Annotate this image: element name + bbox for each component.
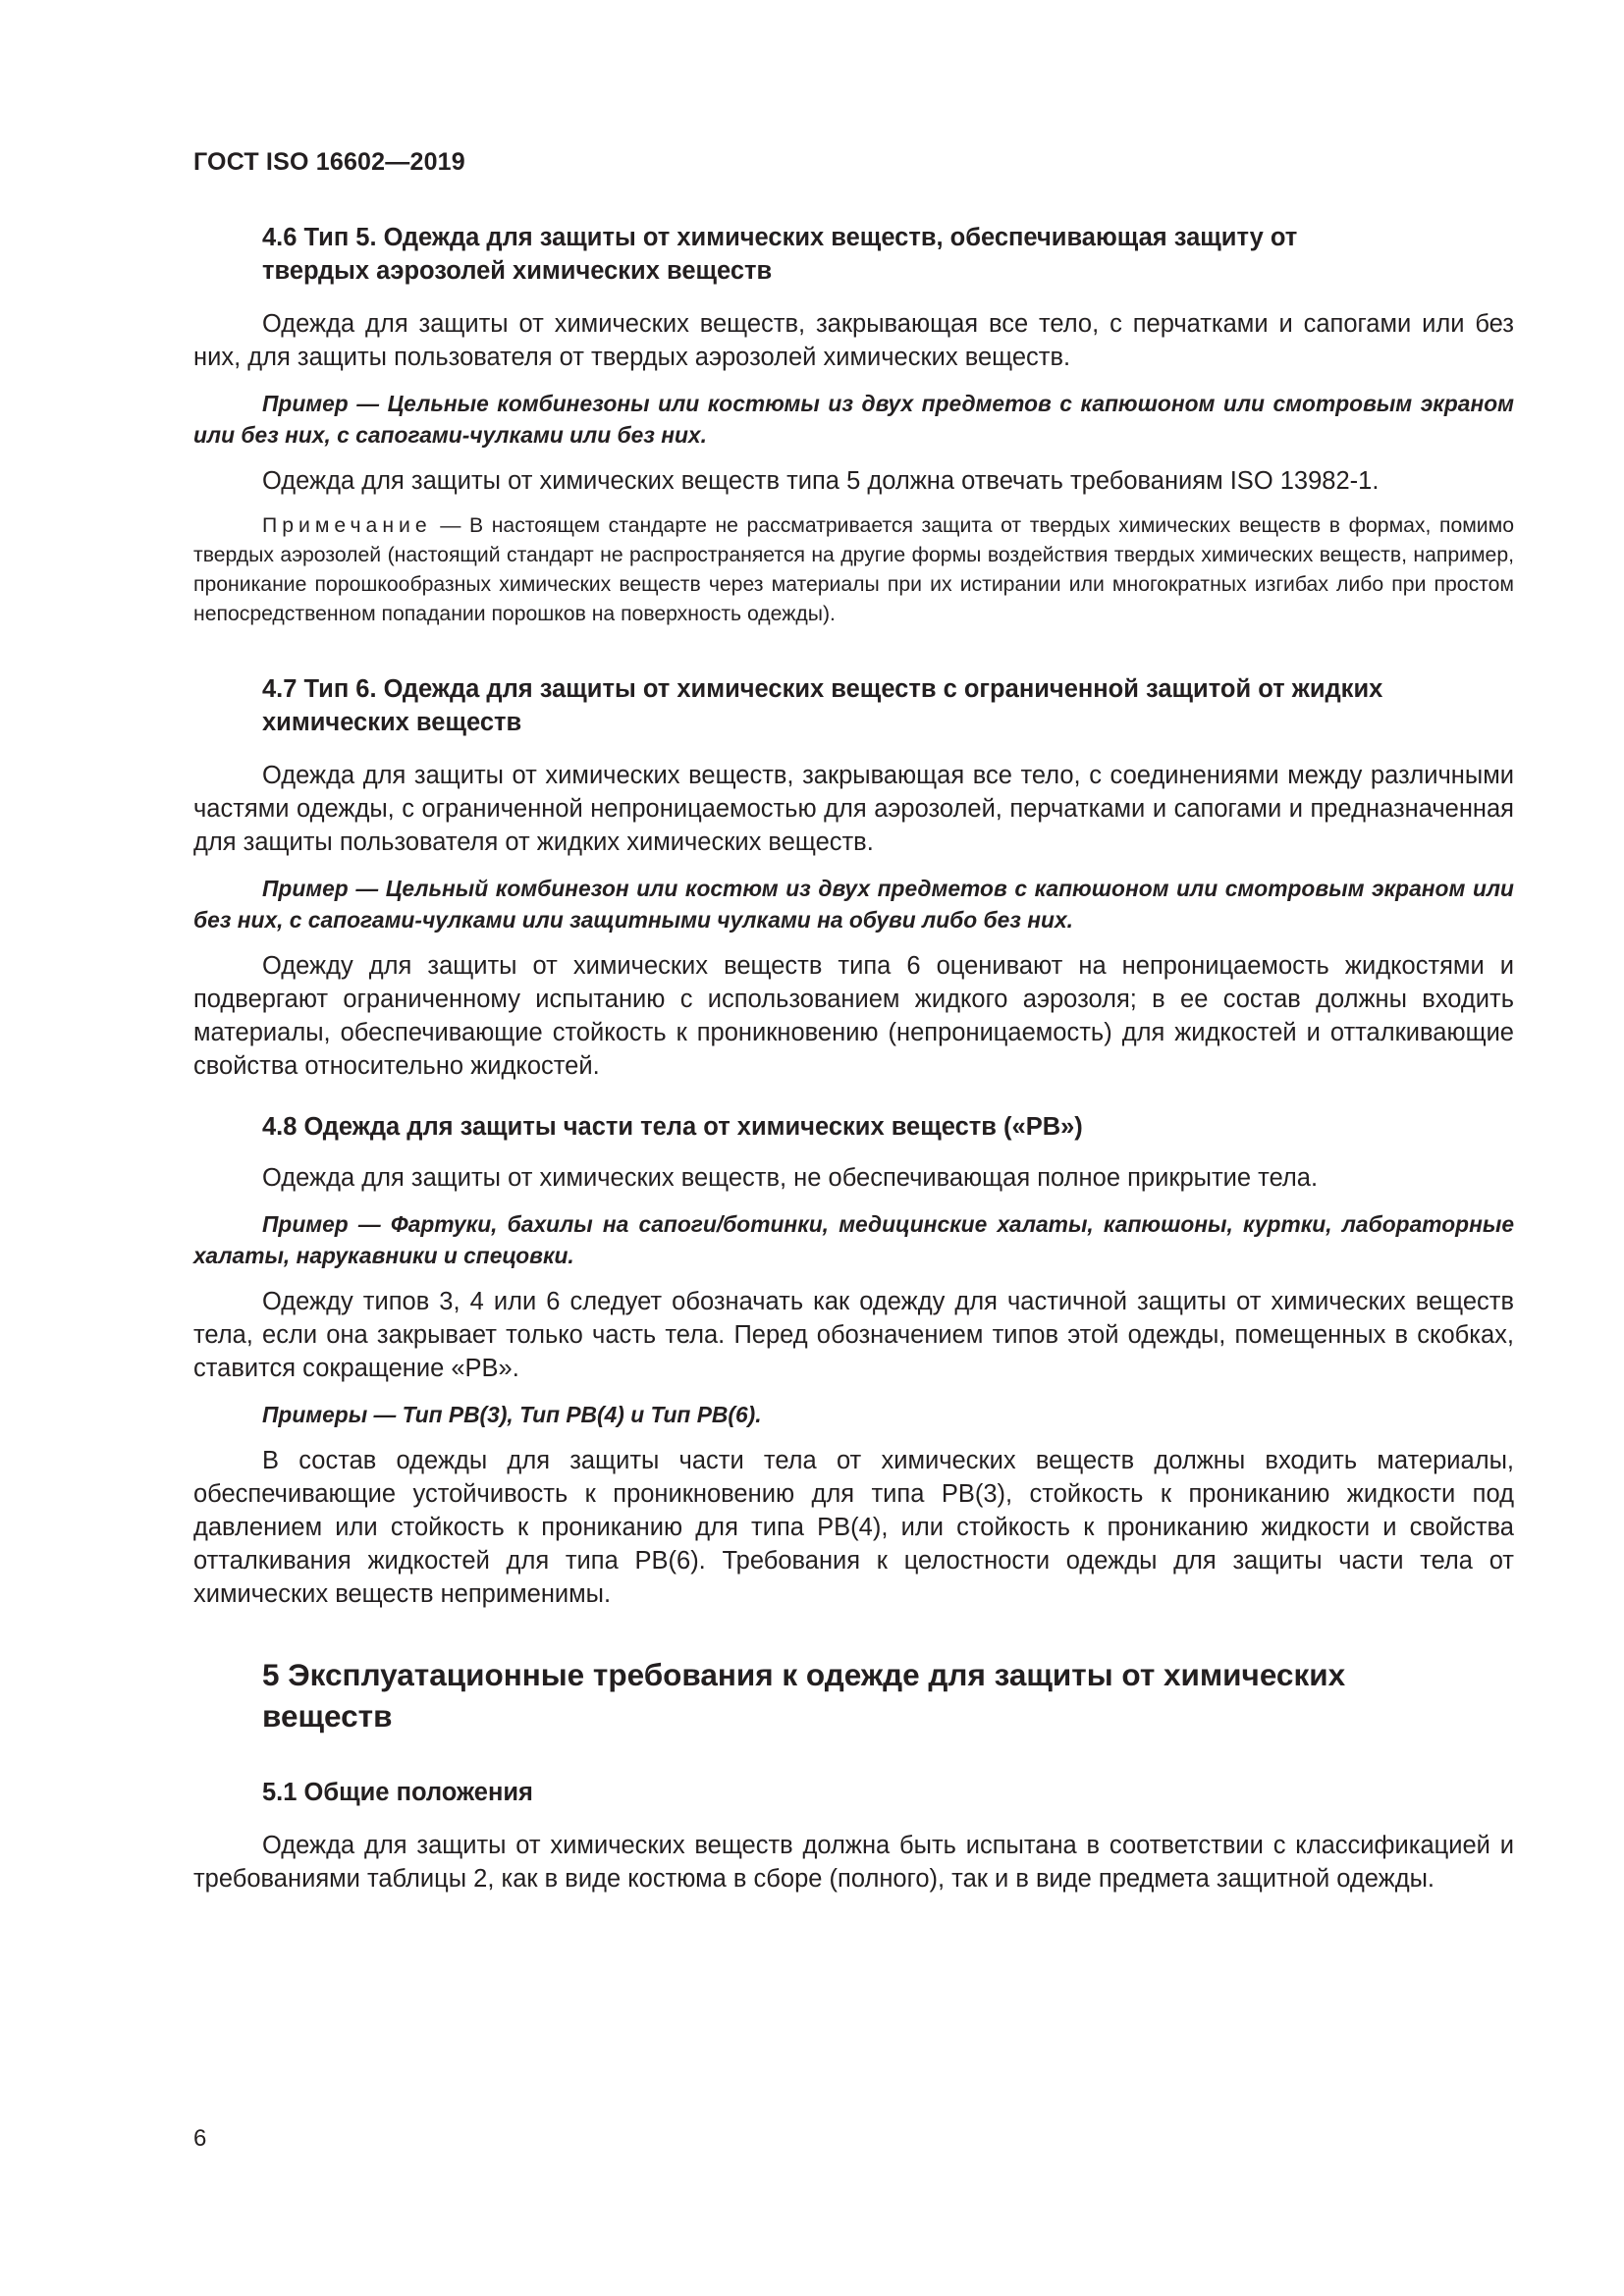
section-4-7-paragraph-2: Одежду для защиты от химических веществ типа 6 оценивают на непроницаемость жидкостями и подвергают ограниченному испытанию с использованием жидкого аэрозоля; в ее состав должны входить материалы, обеспечивающие стойкость к проникновению (непроницаемость) для жидкостей и отталкивающие свойства относительно жидкостей.	[193, 952, 1514, 1080]
section-5-1-heading: 5.1 Общие положения	[262, 1779, 533, 1806]
section-5-1-paragraph-1: Одежда для защиты от химических веществ должна быть испытана в соответствии с классификацией и требованиями таблицы 2, как в виде костюма в сборе (полного), так и в виде предмета защитной одежды.	[193, 1832, 1514, 1893]
section-4-6-note	[193, 511, 1514, 629]
section-4-8-paragraph-1: Одежда для защиты от химических веществ, не обеспечивающая полное прикрытие тела.	[262, 1164, 1319, 1192]
page-number: 6	[193, 2125, 207, 2152]
section-4-6-heading: 4.6 Тип 5. Одежда для защиты от химических веществ, обеспечивающая защиту от твердых аэрозолей химических веществ	[262, 224, 1298, 285]
note-label: Примечание	[262, 514, 432, 537]
section-4-7-example: Пример — Цельный комбинезон или костюм из двух предметов с капюшоном или смотровым экраном или без них, с сапогами-чулками или защитными чулками на обуви либо без них.	[193, 876, 1514, 933]
section-4-8-example-1: Пример — Фартуки, бахилы на сапоги/ботинки, медицинские халаты, капюшоны, куртки, лабораторные халаты, нарукавники и спецовки.	[193, 1211, 1514, 1268]
document-header: ГОСТ ISO 16602—2019	[193, 148, 465, 176]
section-4-8-paragraph-3: В состав одежды для защиты части тела от химических веществ должны входить материалы, обеспечивающие устойчивость к проникновению для типа PB(3), стойкость к прониканию жидкости под давлением или стойкость к прониканию для типа PB(4), или стойкость к прониканию жидкости и свойства отталкивания жидкостей для типа PB(6). Требования к целостности одежды для защиты части тела от химических веществ неприменимы.	[193, 1447, 1514, 1608]
section-5-heading: 5 Эксплуатационные требования к одежде для защиты от химических веществ	[262, 1657, 1346, 1734]
section-4-6-example: Пример — Цельные комбинезоны или костюмы из двух предметов с капюшоном или смотровым экраном или без них, с сапогами-чулками или без них.	[193, 391, 1514, 448]
section-4-8-paragraph-2: Одежду типов 3, 4 или 6 следует обозначать как одежду для частичной защиты от химических веществ тела, если она закрывает только часть тела. Перед обозначением типов этой одежды, помещенных в скобках, ставится сокращение «PB».	[193, 1288, 1514, 1382]
section-4-7-paragraph-1: Одежда для защиты от химических веществ, закрывающая все тело, с соединениями между различными частями одежды, с ограниченной непроницаемостью для аэрозолей, перчатками и сапогами и предназначенная для защиты пользователя от жидких химических веществ.	[193, 762, 1514, 856]
section-4-6-paragraph-1: Одежда для защиты от химических веществ, закрывающая все тело, с перчатками и сапогами или без них, для защиты пользователя от твердых аэрозолей химических веществ.	[193, 310, 1514, 371]
section-4-8-heading: 4.8 Одежда для защиты части тела от химических веществ («PB»)	[262, 1113, 1083, 1141]
section-4-6-paragraph-2: Одежда для защиты от химических веществ типа 5 должна отвечать требованиям ISO 13982-1.	[262, 467, 1380, 495]
section-4-8-example-2: Примеры — Тип PB(3), Тип PB(4) и Тип PB(6).	[262, 1402, 762, 1427]
document-body	[193, 221, 1514, 1896]
note-text: — В настоящем стандарте не рассматривается защита от твердых химических веществ в формах, помимо твердых аэрозолей (настоящий стандарт не распространяется на другие формы воздействия твердых химических веществ, например, проникание порошкообразных химических веществ через материалы при их истирании или многократных изгибах либо при простом непосредственном попадании порошков на поверхность одежды).	[193, 514, 1514, 625]
section-4-7-heading: 4.7 Тип 6. Одежда для защиты от химических веществ с ограниченной защитой от жидких химических веществ	[262, 675, 1383, 736]
